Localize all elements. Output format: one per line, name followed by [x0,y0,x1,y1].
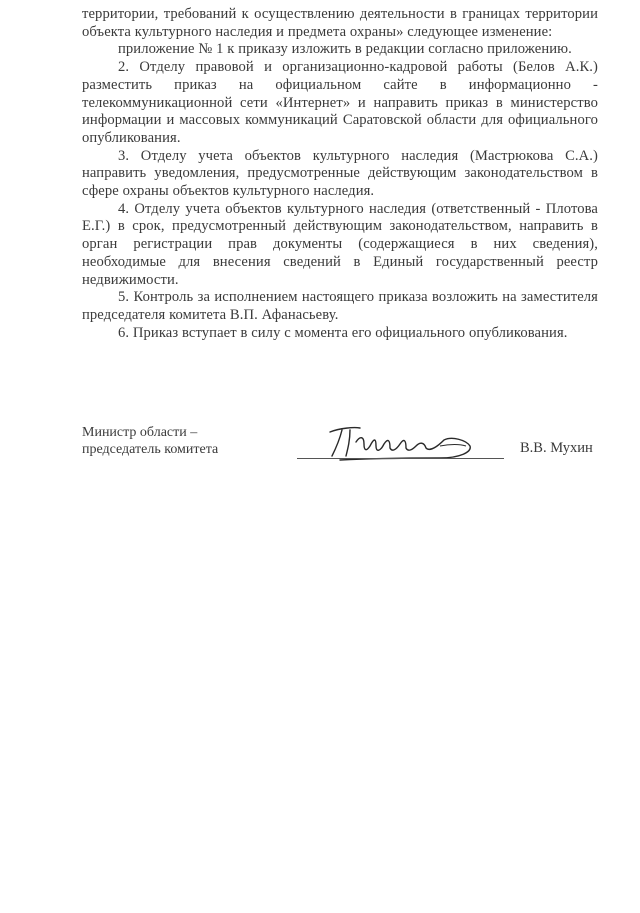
paragraph-item-6: 6. Приказ вступает в силу с момента его официального опубликования. [118,324,568,341]
paragraph-item-3: 3. Отделу учета объектов культурного наследия (Мастрюкова С.А.) направить уведомления, предусмотренные действующим законодательством в сфере охраны объектов культурного наследия. [82,147,598,200]
paragraph-item-2: 2. Отделу правовой и организационно-кадровой работы (Белов А.К.) разместить приказ на официальном сайте в информационно - телекоммуникационной сети «Интернет» и направить приказ в министерство информации и массовых коммуникаций Саратовской области для официального опубликования. [82,59,598,146]
paragraph-intro-continuation: территории, требований к осуществлению деятельности в границах территории объекта культурного наследия и предмета охраны» следующее изменение: [82,6,598,40]
paragraph-appendix-note: приложение № 1 к приказу изложить в редакции согласно приложению. [118,41,572,58]
signature-block [0,410,640,470]
paragraph-item-4: 4. Отделу учета объектов культурного наследия (ответственный - Плотова Е.Г.) в срок, предусмотренный действующим законодательством, направить в орган регистрации прав документы (содержащиеся в них сведения), необходимые для внесения сведений в Единый государственный реестр недвижимости. [82,200,598,288]
document-body [82,6,598,342]
signature-line [297,458,504,459]
paragraph-item-5: 5. Контроль за исполнением настоящего приказа возложить на заместителя председателя комитета В.П. Афанасьеву. [82,289,598,323]
signatory-name: В.В. Мухин [520,440,593,456]
signatory-title-line2: председатель комитета [82,442,219,457]
signatory-title-line1: Министр области – [82,425,198,440]
signatory-title [82,424,218,458]
